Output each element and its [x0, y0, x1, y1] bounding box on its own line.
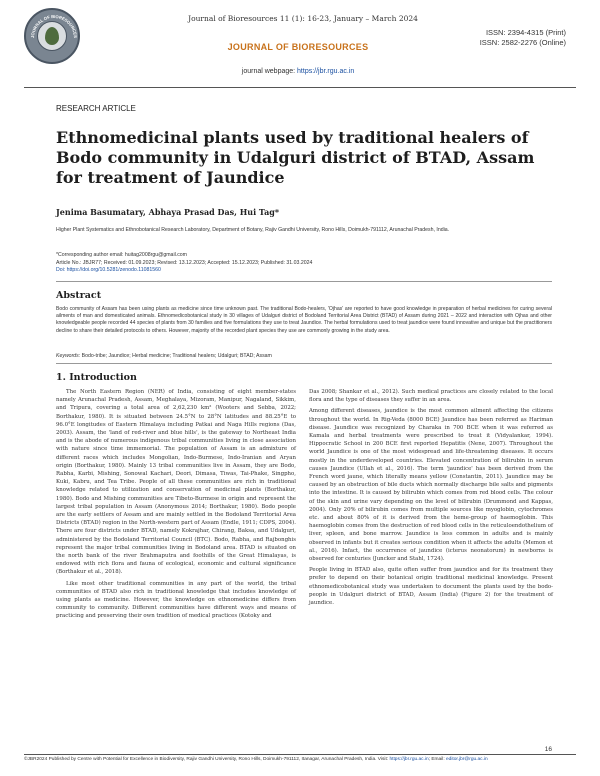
article-authors: Jenima Basumatary, Abhaya Prasad Das, Hui Tag* [56, 207, 280, 217]
leaf-icon [45, 27, 59, 45]
introduction-heading: 1. Introduction [56, 372, 137, 383]
intro-left-column [56, 388, 296, 624]
journal-webpage [198, 68, 398, 75]
divider [56, 363, 552, 364]
issn-online: ISSN: 2582-2276 (Online) [479, 38, 566, 47]
keywords [56, 353, 552, 359]
article-type: RESEARCH ARTICLE [56, 104, 136, 113]
header-divider [24, 87, 576, 88]
page-number: 16 [544, 746, 552, 753]
journal-name: JOURNAL OF BIORESOURCES [227, 42, 369, 52]
paragraph: The North Eastern Region (NER) of India, consisting of eight member-states namely Arunachal Pradesh, Assam, Meghalaya, Mizoram, Manipur, Nagaland, Sikkim, and Tripura, covering a total area of 2,62,230 km² (Wooters and Sebba, 2022; Borthakur, 1980). It is situated between 24.5°N to 28°N latitudes and 88.25°E to 96.0°E longitudes of Eastern Himalaya including Patkai and Naga Hills regions (Das, 2003). Assam, the 'land of red-river and blue hills', is the gateway to Northeast India and is the abode of numerous indigenous tribal communities living in close association with nature since time immemorial. The population of Assam is an admixture of different races which includes Mongolian, Indo-Burmese, Indo-Iranian and Aryan origin (Borthakur, 1980). Mainly 13 tribal communities live in Assam, they are Bodo, Rabha, Karbi, Mishing, Sonowal Kachari, Deori, Dimasa, Tiwas, Tai-Phake, Singpho, Kuki, Kabru, and Tea Tribe. People of all these communities are rich in traditional knowledge related to utilization and conservation of medicinal plants (Borthakur, 1980). Bodo and Mishing communities are Tibeto-Burmese in origin and represent the largest tribal population in Assam (Anonymous 2014; Borthakur, 1980). Bodo people are the early settlers of Assam and are mainly settled in the Bodoland Territorial Area Districts (BTAD) region in the North-western part of Assam (Endle, 1911; CDPS, 2004). There are four districts under BTAD, namely Kokrajhar, Chirang, Baksa, and Udalguri, administered by the Bodoland Territorial Council (BTC). Bodo, Rabha, and Rajbonghis represent the major tribal communities living in Bodoland area. BTAD is situated on the north bank of the river Brahmaputra and foothills of the Great Himalayas, is endowed with rich flora and fauna of ecological, economic and cultural significance (Borthakur et al., 2018). [56, 389, 296, 576]
webpage-label: journal webpage: [241, 68, 298, 75]
abstract-text: Bodo community of Assam has been using plants as medicine since time unknown past. The traditional Bodo-healers, 'Ojhas' are reported to have good knowledge in preparation of herbal medicines for curing several ailments of man and domesticated animals. Ethnomedicobotanical study in 30 villages of Udalguri district of Bodoland Territorial Area District (BTAD) of Assam during 2021 – 2022 and interaction with Ojhas and other knowledgeable people recorded 44 species of plants from 30 families and five formulations they use to treat Jaundice. The herbal formulations used to treat jaundice were found innovative and unique but the practitioners decline to share their detailed protocols to others. However, majority of the recorded plant species they use are commonly growing in the study area. [56, 306, 552, 334]
paragraph: Like most other traditional communities in any part of the world, the tribal communities of BTAD also rich in traditional knowledge that includes knowledge of using plants as medicine. However, the knowledge on ethnomedicine differs from community to community. Different communities have different ways and means of practicing and preserving their own tradition of medical practices (Kotoky and [56, 580, 296, 620]
article-meta [56, 252, 556, 275]
journal-citation: Journal of Bioresources 11 (1): 16-23, January – March 2024 [188, 14, 418, 23]
corresponding-author: *Corresponding author email: huitag2008rgu@gmail.com [56, 252, 187, 258]
logo-text: JOURNAL OF BIORESOURCES [29, 13, 79, 39]
keywords-label: Keywords: [56, 353, 82, 359]
footer-divider [24, 754, 576, 755]
journal-logo [24, 8, 80, 64]
copyright-footer [24, 757, 576, 764]
footer-visit-link[interactable]: https://jbr.rgu.ac.in [389, 757, 429, 762]
abstract-heading: Abstract [56, 290, 102, 301]
article-title: Ethnomedicinal plants used by traditional healers of Bodo community in Udalguri district of BTAD, Assam for treatment of Jaundice [56, 128, 535, 187]
paragraph: Das 2008; Shankar et al., 2012). Such medical practices are closely related to the local flora and the type of diseases they suffer in an area. [309, 389, 553, 404]
paragraph: People living in BTAD also, quite often suffer from jaundice and for its treatment they prefer to depend on their botanical origin traditional medicinal knowledge. Present ethnomedicobotanical study was undertaken to document the plants used by the bodo-people in Udalguri district of BTAD, Assam (India) (Figure 2) for the treatment of jaundice. [309, 567, 553, 607]
divider [56, 281, 552, 282]
issn-print: ISSN: 2394-4315 (Print) [485, 28, 566, 37]
issn-block [480, 28, 566, 48]
footer-text: ©JBR2024 Published by Centre with Potential for Excellence in Biodiversity, Rajiv Gandhi University, Rono Hills, Doimukh-791112, Itanagar, Arunachal Pradesh, India. Visit: [24, 757, 390, 762]
footer-email-link[interactable]: editor.jbr@rgu.ac.in [445, 757, 488, 762]
doi-link[interactable]: Doi: https://doi.org/10.5281/zenodo.11081560 [56, 267, 161, 273]
keywords-list: Bodo-tribe; Jaundice; Herbal medicine; Traditional healers; Udalguri; BTAD; Assam [81, 353, 272, 359]
article-dates: Article No.: JBJR77; Received: 01.09.2023; Revised: 13.12.2023; Accepted: 15.12.2023; Published: 31.03.2024 [56, 259, 313, 266]
intro-right-column [309, 388, 553, 610]
author-affiliation: Higher Plant Systematics and Ethnobotanical Research Laboratory, Department of Botany, Rajiv Gandhi University, Rono Hills, Doimukh-791112, Arunachal Pradesh, India. [56, 227, 450, 233]
paragraph: Among different diseases, jaundice is the most common ailment affecting the citizens throughout the world. In Rig-Veda (8000 BCE) Jaundice has been referred as Hariman disease. Jaundice was recognized by Charaka in 700 BCE when it was referred as Kamala and herbal treatments were prescribed to treat it (Vidyalankar, 1994). Hippocratic School in 200 BCE first reported Hepatitis (Nene, 2007). Throughout the world Jaundice is one of the most widespread and life-threatening diseases. It occurs mostly in the underdeveloped countries. Elevated concentration of bilirubin in serum causes Jaundice (Ullah et al., 2016). The term 'jaundice' has been derived from the French word jaune, which literally means yellow (Constantin, 2011). Jaundice may be caused by an obstruction of bile ducts which normally discharge bile salts and pigments into the intestine. It is caused by bilirubin which comes from red blood cells. The colour of the skin and urine vary depending on the level of bilirubin (Drummond and Kappas, 2004). Only 20% of bilirubin comes from multiple sources like myoglobin, cytochromes etc. and about 80% of it is derived from the heme-group of haemoglobin. This haemoglobin comes from the destruction of red blood cells in the reticuloendothelium of liver, spleen, and bone marrow. Jaundice is less common in adults and is mainly observed in infants but it creates serious condition when it affects the adults (Memon et al., 2016). Infact, the occurrence of jaundice (icterus neonatorum) in newborns is observed for centuries (Juncker and Stahl, 1724). [309, 408, 553, 563]
webpage-link[interactable]: https://jbr.rgu.ac.in [297, 68, 355, 75]
footer-email-label: ; Email: [428, 757, 446, 762]
